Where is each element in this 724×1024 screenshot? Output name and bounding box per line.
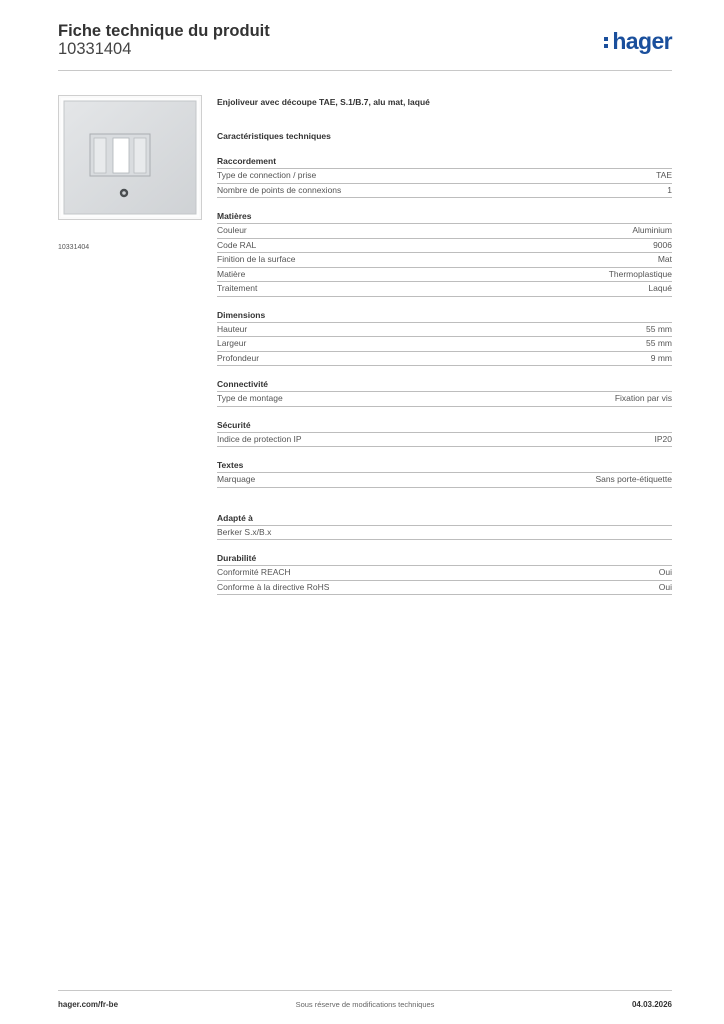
spec-label: Type de montage xyxy=(217,393,283,403)
spec-value: 9 mm xyxy=(650,352,672,363)
spec-row xyxy=(217,169,672,184)
spec-row xyxy=(217,224,672,239)
footer-website: hager.com/fr-be xyxy=(58,1000,119,1009)
spec-value: 9006 xyxy=(653,239,672,250)
spec-label: Largeur xyxy=(217,338,247,348)
product-image-caption: 10331404 xyxy=(58,244,90,251)
section-title: Dimensions xyxy=(217,309,672,323)
page-header xyxy=(58,20,672,71)
spec-row xyxy=(217,526,672,541)
spec-label: Nombre de points de connexions xyxy=(217,184,342,195)
spec-label: Conforme à la directive RoHS xyxy=(217,581,330,592)
spec-label: Marquage xyxy=(217,474,256,484)
section-title: Sécurité xyxy=(217,419,672,433)
product-number: 10331404 xyxy=(58,40,132,58)
spec-section xyxy=(217,309,672,367)
section-title: Adapté à xyxy=(217,512,672,526)
section-title: Matières xyxy=(217,210,672,224)
spec-row xyxy=(217,253,672,268)
spec-content xyxy=(217,97,672,595)
spec-row xyxy=(217,433,672,448)
spec-value: Mat xyxy=(657,254,672,264)
spec-label: Matière xyxy=(217,268,246,279)
spec-value: 55 mm xyxy=(646,338,672,348)
spec-section xyxy=(217,552,672,595)
spec-value: Sans porte-étiquette xyxy=(595,474,672,484)
spec-row xyxy=(217,337,672,352)
spec-section xyxy=(217,512,672,541)
spec-label: Couleur xyxy=(217,225,247,235)
spec-value: TAE xyxy=(656,170,672,180)
spec-section xyxy=(217,155,672,198)
page-footer xyxy=(58,990,672,1021)
spec-row xyxy=(217,282,672,297)
spec-sections xyxy=(217,155,672,595)
spec-value: Laqué xyxy=(648,283,672,293)
spec-label: Profondeur xyxy=(217,352,260,363)
spec-value: Thermoplastique xyxy=(608,268,672,279)
spec-section xyxy=(217,419,672,448)
spec-label: Indice de protection IP xyxy=(217,433,302,444)
spec-label: Traitement xyxy=(217,283,258,293)
logo-text: hager xyxy=(612,28,672,54)
spec-value: Oui xyxy=(658,581,672,592)
logo-dots-icon xyxy=(603,34,611,50)
spec-label: Finition de la surface xyxy=(217,254,296,264)
spec-row xyxy=(217,473,672,488)
spec-section xyxy=(217,378,672,407)
spec-value: Oui xyxy=(658,567,672,577)
spec-row xyxy=(217,184,672,199)
spec-value: IP20 xyxy=(654,433,672,444)
spec-value: 1 xyxy=(667,184,672,195)
spec-label: Hauteur xyxy=(217,323,248,334)
spec-label: Code RAL xyxy=(217,239,257,250)
spec-row xyxy=(217,352,672,367)
product-description: Enjoliveur avec découpe TAE, S.1/B.7, alu mat, laqué xyxy=(217,97,430,107)
section-title: Connectivité xyxy=(217,378,672,392)
spec-section xyxy=(217,459,672,488)
technical-characteristics-title: Caractéristiques techniques xyxy=(217,131,331,141)
cover-plate-icon xyxy=(59,96,201,219)
section-title: Textes xyxy=(217,459,672,473)
spec-row xyxy=(217,392,672,407)
spec-row xyxy=(217,323,672,338)
spec-value: 55 mm xyxy=(646,323,672,334)
spec-label: Type de connection / prise xyxy=(217,170,317,180)
spec-label: Berker S.x/B.x xyxy=(217,526,272,537)
spec-row xyxy=(217,239,672,254)
spec-row xyxy=(217,566,672,581)
spec-value: Fixation par vis xyxy=(614,393,672,403)
spec-row xyxy=(217,268,672,283)
footer-date: 04.03.2026 xyxy=(631,1000,672,1009)
section-title: Durabilité xyxy=(217,552,672,566)
spec-section xyxy=(217,210,672,297)
product-image xyxy=(58,95,202,220)
section-title: Raccordement xyxy=(217,155,672,169)
footer-disclaimer: Sous réserve de modifications techniques xyxy=(295,1000,435,1009)
hager-logo xyxy=(603,28,672,55)
spec-label: Conformité REACH xyxy=(217,567,291,577)
spec-value: Aluminium xyxy=(632,225,672,235)
document-title: Fiche technique du produit xyxy=(58,22,270,40)
spec-row xyxy=(217,581,672,596)
